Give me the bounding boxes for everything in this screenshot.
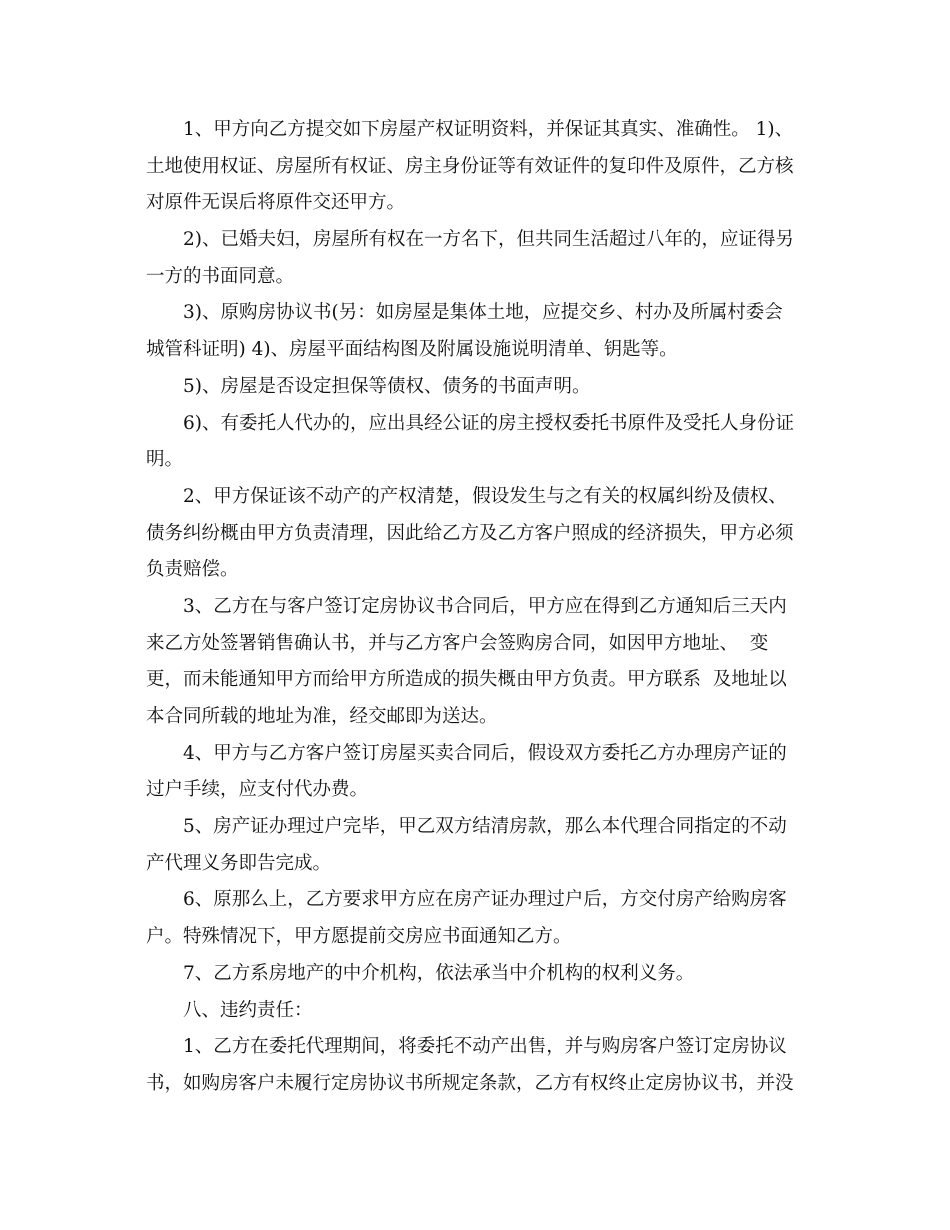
paragraph-line: 2、甲方保证该不动产的产权清楚，假设发生与之有关的权属纠纷及债权、 <box>183 485 787 507</box>
paragraph-line: 5、房产证办理过户完毕，甲乙双方结清房款，那么本代理合同指定的不动 <box>183 816 787 838</box>
paragraph-line: 书，如购房客户未履行定房协议书所规定条款，乙方有权终止定房协议书，并没 <box>146 1072 794 1094</box>
paragraph-line: 产代理义务即告完成。 <box>146 852 332 874</box>
paragraph-line: 来乙方处签署销售确认书，并与乙方客户会签购房合同，如因甲方地址、 变 <box>146 632 769 654</box>
paragraph-line: 债务纠纷概由甲方负责清理，因此给乙方及乙方客户照成的经济损失，甲方必须 <box>146 522 794 544</box>
paragraph-line: 5)、房屋是否设定担保等债权、债务的书面声明。 <box>183 375 591 397</box>
paragraph-line: 明。 <box>146 449 184 471</box>
paragraph-line: 一方的书面同意。 <box>146 265 295 287</box>
paragraph-line: 本合同所载的地址为准，经交邮即为送达。 <box>146 706 498 727</box>
paragraph-line: 1、甲方向乙方提交如下房屋产权证明资料，并保证其真实、准确性。 1)、 <box>183 119 794 140</box>
paragraph-line: 城管科证明) 4)、房屋平面结构图及附属设施说明清单、钥匙等。 <box>146 339 678 361</box>
paragraph-line: 3)、原购房协议书(另：如房屋是集体土地，应提交乡、村办及所属村委会 <box>183 302 783 324</box>
paragraph-line: 对原件无误后将原件交还甲方。 <box>146 192 406 214</box>
paragraph-line: 2)、已婚夫妇，房屋所有权在一方名下，但共同生活超过八年的，应证得另 <box>183 229 794 251</box>
paragraph-line: 土地使用权证、房屋所有权证、房主身份证等有效证件的复印件及原件，乙方核 <box>146 155 794 177</box>
paragraph-line: 1、乙方在委托代理期间，将委托不动产出售，并与购房客户签订定房协议 <box>183 1036 787 1058</box>
paragraph-line: 3、乙方在与客户签订定房协议书合同后，甲方应在得到乙方通知后三天内 <box>183 595 787 617</box>
paragraph-line: 更，而未能通知甲方而给甲方所造成的损失概由甲方负责。甲方联系 及地址以 <box>146 669 787 691</box>
paragraph-line: 过户手续，应支付代办费。 <box>146 779 369 801</box>
paragraph-line: 6、原那么上，乙方要求甲方应在房产证办理过户后，方交付房产给购房客 <box>183 889 787 911</box>
paragraph-line: 负责赔偿。 <box>146 559 239 581</box>
paragraph-line: 户。特殊情况下，甲方愿提前交房应书面通知乙方。 <box>146 926 572 948</box>
paragraph-line: 4、甲方与乙方客户签订房屋买卖合同后，假设双方委托乙方办理房产证的 <box>183 742 787 764</box>
paragraph-line: 7、乙方系房地产的中介机构，依法承当中介机构的权利义务。 <box>183 962 695 984</box>
document-body <box>146 112 804 1103</box>
section-heading: 八、违约责任： <box>183 999 313 1021</box>
paragraph-line: 6)、有委托人代办的，应出具经公证的房主授权委托书原件及受托人身份证 <box>183 412 794 434</box>
